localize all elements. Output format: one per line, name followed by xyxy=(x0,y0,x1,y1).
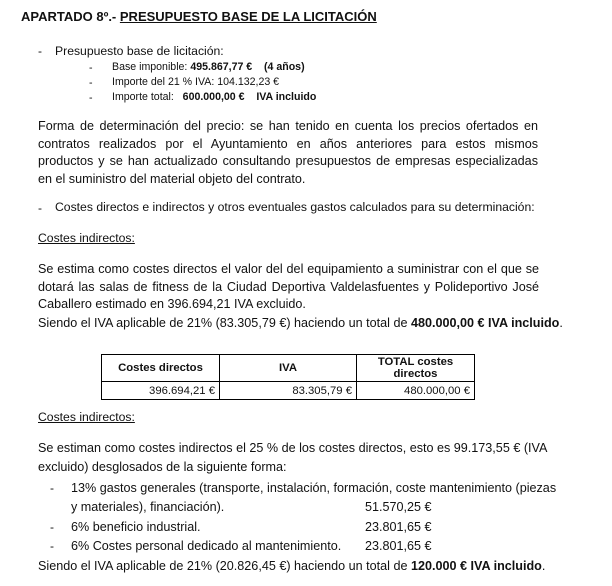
table-row xyxy=(102,382,475,400)
sub-bullet-dash: - xyxy=(89,77,93,89)
indirect-item-text: 13% gastos generales (transporte, instalación, formación, coste mantenimiento (piezas xyxy=(71,481,557,495)
indirect-paragraph-line1: Se estiman como costes indirectos el 25 % de los costes directos, esto es 99.173,55 € (IVA xyxy=(38,441,548,455)
indirect-paragraph-line2: excluido) desglosados de la siguiente forma: xyxy=(38,460,287,474)
indirect-iva-total: 120.000 € IVA incluido xyxy=(410,559,542,573)
direct-iva-line xyxy=(38,316,563,330)
table-cell: 83.305,79 € xyxy=(220,382,357,400)
budget-total-label: Importe total: xyxy=(112,91,174,103)
budget-total-suffix: IVA incluido xyxy=(256,91,317,103)
indirect-item-value: 23.801,65 € xyxy=(365,539,432,553)
direct-iva-total: 480.000,00 € IVA incluido xyxy=(410,316,560,330)
indirect-iva-prefix: Siendo el IVA aplicable de 21% (20.826,45 €) haciendo un total de xyxy=(38,559,411,573)
budget-base-line xyxy=(112,61,305,73)
indirect-iva-suffix: . xyxy=(541,559,546,573)
method-paragraph: Forma de determinación del precio: se han tenido en cuenta los precios ofertados en contratos realizados por el Ayuntamiento en años anteriores para estos mismos productos y se han actualizado consultando presupuestos de empresas especializadas en el suministro del material objeto del contrato. xyxy=(38,119,538,186)
budget-base-value: 495.867,77 € xyxy=(190,61,253,73)
direct-costs-table xyxy=(101,354,475,400)
bullet-dash: - xyxy=(38,44,42,58)
costs-bullet-text: Costes directos e indirectos y otros eventuales gastos calculados para su determinación: xyxy=(55,200,535,214)
direct-costs-paragraph: Se estima como costes directos el valor del del equipamiento a suministrar con el que se dotará las salas de fitness de la Ciudad Deportiva Valdelasfuentes y Polideportivo José Caballero estimado en 396.694,21 IVA excluido. xyxy=(38,262,539,311)
table-header-cell: Costes directos xyxy=(102,355,220,382)
section-heading xyxy=(21,9,377,24)
direct-iva-suffix: . xyxy=(559,316,563,330)
table-cell: 396.694,21 € xyxy=(102,382,220,400)
bullet-dash: - xyxy=(50,520,54,534)
budget-base-label: Base imponible: xyxy=(112,61,188,73)
bullet-dash: - xyxy=(38,201,42,215)
bullet-dash: - xyxy=(50,539,54,553)
budget-label: Presupuesto base de licitación: xyxy=(55,44,224,58)
indirect-iva-line xyxy=(38,559,545,573)
section-heading-prefix: APARTADO 8º.- xyxy=(21,9,120,24)
sub-bullet-dash: - xyxy=(89,62,93,74)
table-header-row xyxy=(102,355,475,382)
direct-costs-heading: Costes indirectos: xyxy=(38,231,135,245)
table-header-cell: IVA xyxy=(220,355,357,382)
sub-bullet-dash: - xyxy=(89,92,93,104)
budget-base-years: (4 años) xyxy=(263,61,305,73)
budget-iva-line: Importe del 21 % IVA: 104.132,23 € xyxy=(112,76,280,88)
indirect-item-text-cont: y materiales), financiación). xyxy=(71,500,225,514)
table-cell: 480.000,00 € xyxy=(357,382,475,400)
indirect-costs-heading: Costes indirectos: xyxy=(38,410,135,424)
table-header-cell: TOTAL costes directos xyxy=(357,355,475,382)
indirect-item-value: 51.570,25 € xyxy=(365,500,432,514)
bullet-dash: - xyxy=(50,481,54,495)
section-heading-title: PRESUPUESTO BASE DE LA LICITACIÓN xyxy=(119,9,377,24)
budget-total-value: 600.000,00 € xyxy=(182,91,245,103)
direct-iva-prefix: Siendo el IVA aplicable de 21% (83.305,79 €) haciendo un total de xyxy=(38,316,411,330)
budget-total-line xyxy=(112,91,316,103)
indirect-item-value: 23.801,65 € xyxy=(365,520,432,534)
indirect-item-text: 6% beneficio industrial. xyxy=(71,520,201,534)
indirect-item-text: 6% Costes personal dedicado al mantenimiento. xyxy=(71,539,342,553)
